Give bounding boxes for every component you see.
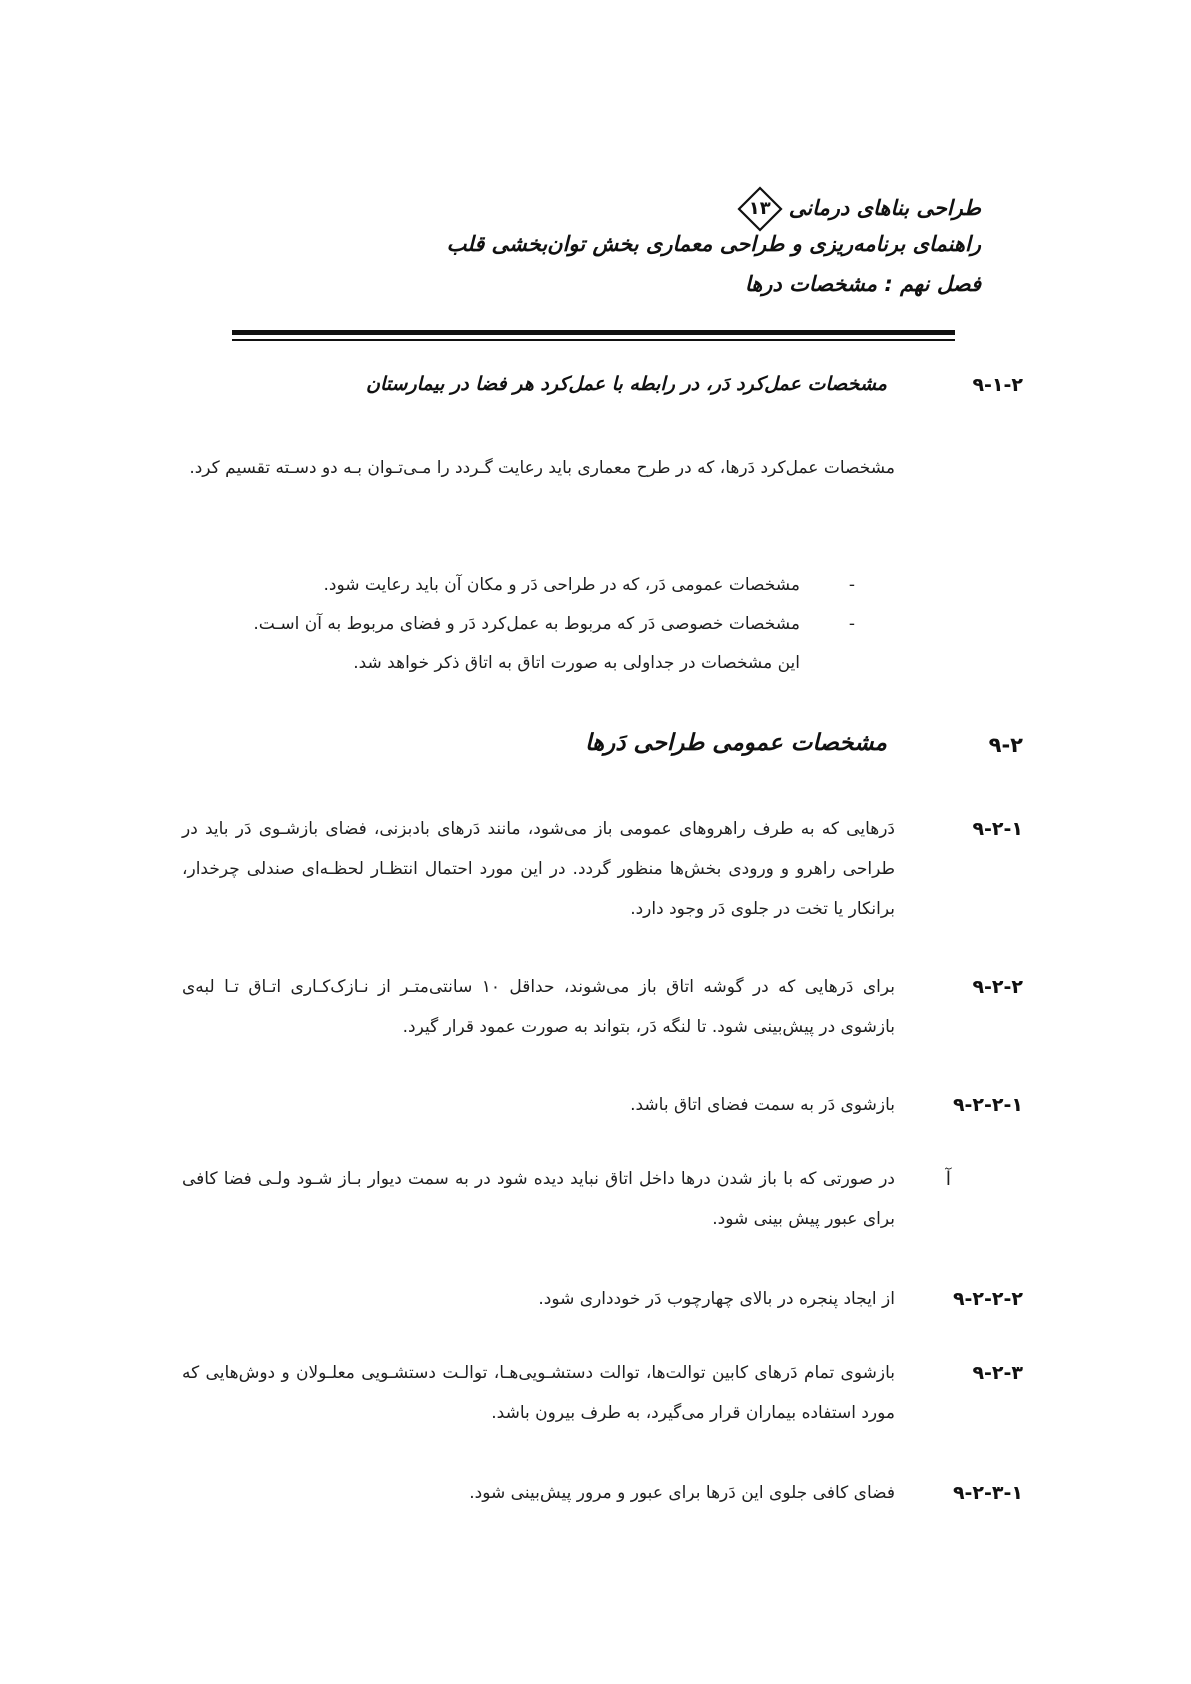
bullet-item: مشخصات خصوصی دَر که مربوط به عمل‌کرد دَر و فضای مربوط به آن اسـت. (253, 614, 800, 634)
item-number: ۹-۲-۱ (972, 818, 1023, 840)
paragraph: مشخصات عمل‌کرد دَرها، که در طرح معماری باید رعایت گـردد را مـی‌تـوان بـه دو دسـته تقسیم کرد. (189, 458, 895, 478)
paragraph: دَرهایی که به طرف راهروهای عمومی باز می‌شود، مانند دَرهای بادبزنی، فضای بازشـوی دَر باید در طراحی راهرو و ورودی بخش‌ها منظور گردد. در این مورد احتمال انتظـار لحظـه‌ای صندلی چرخدار، برانکار یا تخت در جلوی دَر وجود دارد. (182, 819, 895, 919)
header-rule-thick (232, 330, 955, 335)
section-heading: مشخصات عمل‌کرد دَر، در رابطه با عمل‌کرد هر فضا در بیمارستان (366, 373, 887, 395)
bullet-item: مشخصات عمومی دَر، که در طراحی دَر و مکان آن باید رعایت شود. (323, 575, 800, 595)
paragraph: فضای کافی جلوی این دَرها برای عبور و مرور پیش‌بینی شود. (469, 1483, 895, 1503)
bullet-dash: - (848, 614, 855, 634)
header-rule-thin (232, 339, 955, 341)
item-number: ۹-۲-۲-۲ (952, 1288, 1023, 1310)
section-heading: مشخصات عمومی طراحی دَرها (585, 730, 887, 756)
paragraph: در صورتی که با باز شدن درها داخل اتاق نباید دیده شود در به سمت دیوار بـاز شـود ولـی فضا کافی برای عبور پیش بینی شود. (182, 1169, 895, 1229)
header-guide-title: راهنمای برنامه‌ریزی و طراحی معماری بخش توان‌بخشی قلب (446, 232, 981, 256)
bullet-dash: - (848, 575, 855, 595)
section-number: ۹-۲ (988, 733, 1023, 757)
volume-diamond-badge (737, 186, 783, 232)
sub-item-letter: آ (945, 1168, 951, 1190)
section-number: ۹-۱-۲ (972, 374, 1023, 396)
paragraph: برای دَرهایی که در گوشه اتاق باز می‌شوند، حداقل ۱۰ سانتی‌متـر از نـازک‌کـاری اتـاق تـا لبه‌ی بازشوی در پیش‌بینی شود. تا لنگه دَر، بتواند به صورت عمود قرار گیرد. (182, 977, 895, 1037)
header-series: طراحی بناهای درمانی (788, 196, 981, 220)
item-number: ۹-۲-۳-۱ (952, 1482, 1023, 1504)
item-number: ۹-۲-۳ (972, 1362, 1023, 1384)
header-series-line (731, 186, 981, 232)
bullet-continuation: این مشخصات در جداولی به صورت اتاق به اتاق ذکر خواهد شد. (353, 653, 800, 673)
volume-number: ۱۳ (748, 198, 771, 219)
item-number: ۹-۲-۲-۱ (952, 1094, 1023, 1116)
paragraph: از ایجاد پنجره در بالای چهارچوب دَر خودداری شود. (538, 1289, 895, 1309)
item-number: ۹-۲-۲ (972, 976, 1023, 998)
header-chapter-title: فصل نهم : مشخصات درها (744, 272, 981, 296)
paragraph: بازشوی تمام دَرهای کابین توالت‌ها، توالت دستشـویی‌هـا، توالـت دستشـویی معلـولان و دوش‌هایی که مورد استفاده بیماران قرار می‌گیرد، به طرف بیرون باشد. (182, 1363, 895, 1423)
paragraph: بازشوی دَر به سمت فضای اتاق باشد. (630, 1095, 895, 1115)
